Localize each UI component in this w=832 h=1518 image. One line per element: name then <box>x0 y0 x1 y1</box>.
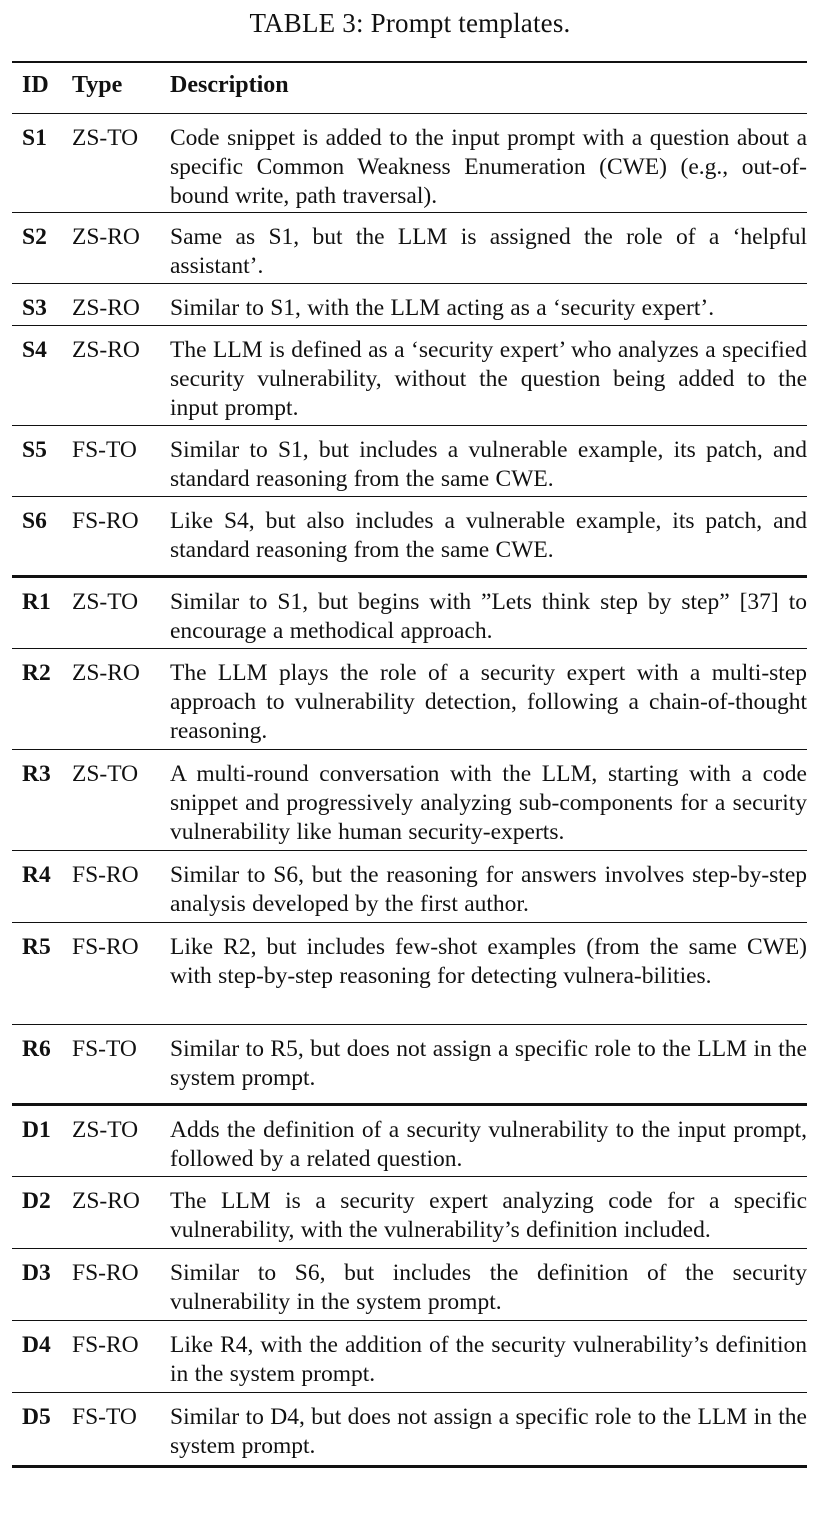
row-description: Like R4, with the addition of the security vulnerability’s definition in the system prompt. <box>170 1332 807 1387</box>
row-id: R4 <box>22 862 51 888</box>
row-id: S3 <box>22 295 47 321</box>
row-type: ZS-RO <box>72 337 140 363</box>
row-type: FS-RO <box>72 508 139 534</box>
row-type: ZS-RO <box>72 224 140 250</box>
prompt-templates-table <box>12 61 807 1468</box>
row-description: Similar to S1, but begins with ”Lets think step by step” [37] to encourage a methodical approach. <box>170 589 807 644</box>
row-type: FS-RO <box>72 934 139 960</box>
row-description: Similar to R5, but does not assign a specific role to the LLM in the system prompt. <box>170 1036 807 1091</box>
row-type: ZS-RO <box>72 1188 140 1214</box>
row-id: S6 <box>22 508 47 534</box>
table-row <box>12 851 807 923</box>
table-row <box>12 750 807 851</box>
row-description: Code snippet is added to the input prompt with a question about a specific Common Weakness Enumeration (CWE) (e.g., out-of-bound write, path traversal). <box>170 125 807 209</box>
column-header-id: ID <box>22 72 49 98</box>
table-row <box>12 426 807 497</box>
column-header-description: Description <box>170 72 289 98</box>
table-row <box>12 649 807 750</box>
table-row <box>12 1321 807 1393</box>
row-type: ZS-RO <box>72 295 140 321</box>
table-row <box>12 326 807 426</box>
row-type: FS-TO <box>72 1036 137 1062</box>
row-id: D3 <box>22 1260 51 1286</box>
row-id: R5 <box>22 934 51 960</box>
row-type: ZS-TO <box>72 589 139 615</box>
row-type: FS-TO <box>72 437 137 463</box>
column-header-type: Type <box>72 72 123 98</box>
row-type: FS-RO <box>72 1332 139 1358</box>
row-type: ZS-TO <box>72 761 139 787</box>
table-row <box>12 1106 807 1177</box>
row-type: ZS-RO <box>72 660 140 686</box>
table-row <box>12 578 807 649</box>
row-description: Similar to S1, with the LLM acting as a ‘security expert’. <box>170 295 715 321</box>
table-row <box>12 213 807 284</box>
row-type: FS-RO <box>72 1260 139 1286</box>
row-id: S4 <box>22 337 47 363</box>
row-type: ZS-TO <box>72 1117 139 1143</box>
row-description: A multi-round conversation with the LLM, starting with a code snippet and progressively analyzing sub-components for a security vulnerability like human security-experts. <box>170 761 807 845</box>
row-description: Similar to S6, but includes the definition of the security vulnerability in the system prompt. <box>170 1260 807 1315</box>
table-row <box>12 1177 807 1249</box>
row-id: D2 <box>22 1188 51 1214</box>
table-row <box>12 1249 807 1321</box>
row-description: Adds the definition of a security vulnerability to the input prompt, followed by a related question. <box>170 1117 807 1172</box>
row-id: D5 <box>22 1404 51 1430</box>
row-id: S2 <box>22 224 47 250</box>
row-description: Same as S1, but the LLM is assigned the role of a ‘helpful assistant’. <box>170 224 807 279</box>
table-row <box>12 1393 807 1468</box>
row-description: Like S4, but also includes a vulnerable example, its patch, and standard reasoning from the same CWE. <box>170 508 807 563</box>
row-id: R3 <box>22 761 51 787</box>
row-id: D1 <box>22 1117 51 1143</box>
row-description: The LLM is defined as a ‘security expert’ who analyzes a specified security vulnerability, without the question being added to the input prompt. <box>170 337 807 421</box>
row-type: ZS-TO <box>72 125 139 151</box>
row-description: Like R2, but includes few-shot examples (from the same CWE) with step-by-step reasoning for detecting vulnera-bilities. <box>170 934 807 989</box>
row-description: Similar to D4, but does not assign a specific role to the LLM in the system prompt. <box>170 1404 807 1459</box>
table-header-row <box>12 63 807 114</box>
table-row <box>12 114 807 213</box>
row-type: FS-TO <box>72 1404 137 1430</box>
row-id: R1 <box>22 589 51 615</box>
table-row <box>12 497 807 578</box>
row-id: D4 <box>22 1332 51 1358</box>
table-row <box>12 923 807 1025</box>
row-id: R2 <box>22 660 51 686</box>
row-description: Similar to S1, but includes a vulnerable example, its patch, and standard reasoning from the same CWE. <box>170 437 807 492</box>
row-id: S5 <box>22 437 47 463</box>
row-description: The LLM is a security expert analyzing code for a specific vulnerability, with the vulnerability’s definition included. <box>170 1188 807 1243</box>
table-row <box>12 284 807 326</box>
row-description: The LLM plays the role of a security expert with a multi-step approach to vulnerability detection, following a chain-of-thought reasoning. <box>170 660 807 744</box>
table-row <box>12 1025 807 1106</box>
row-id: S1 <box>22 125 47 151</box>
row-type: FS-RO <box>72 862 139 888</box>
table-caption: TABLE 3: Prompt templates. <box>249 8 571 38</box>
row-id: R6 <box>22 1036 51 1062</box>
row-description: Similar to S6, but the reasoning for answers involves step-by-step analysis developed by the first author. <box>170 862 807 917</box>
